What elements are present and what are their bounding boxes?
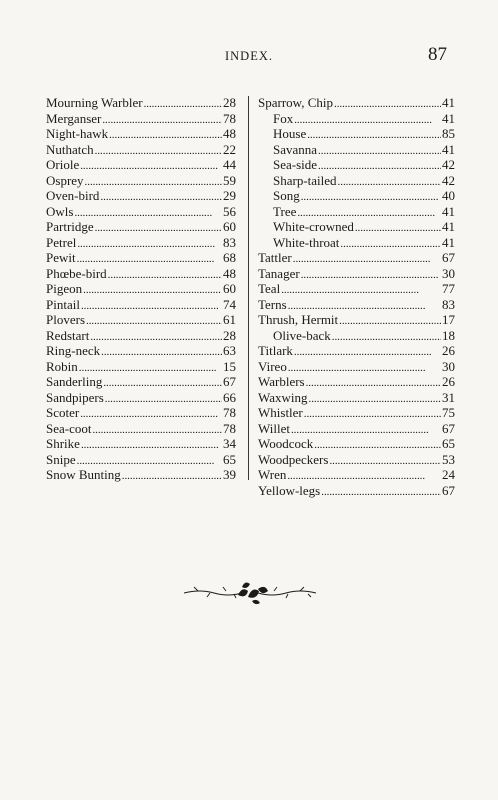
index-entry — [258, 436, 455, 452]
dot-leader — [101, 345, 222, 361]
index-entry — [258, 452, 455, 468]
index-entry — [258, 483, 455, 499]
index-entry-name: Osprey — [46, 172, 84, 188]
index-entry-page: 67 — [223, 374, 236, 389]
index-entry-name: Sanderling — [46, 374, 103, 389]
index-entry-name: Woodcock — [258, 436, 314, 451]
index-entry-page: 67 — [442, 482, 455, 498]
index-entry-page: 34 — [223, 436, 236, 451]
index-entry-page: 85 — [442, 126, 455, 141]
index-entry-name: Titlark — [258, 343, 293, 358]
dot-leader — [314, 438, 441, 454]
index-entry-page: 63 — [223, 343, 236, 358]
dot-leader — [293, 252, 441, 268]
index-entry — [46, 405, 236, 421]
index-entry-name: Pewit — [46, 250, 76, 265]
index-entry — [46, 359, 236, 375]
index-entry — [46, 266, 236, 282]
index-entry-name: Whistler — [258, 405, 303, 420]
index-entry-name: Sea-side — [273, 157, 318, 172]
index-entry-page: 30 — [442, 265, 455, 281]
index-entry-name: Partridge — [46, 219, 94, 234]
index-entry — [258, 421, 455, 437]
index-entry — [258, 312, 455, 328]
index-entry-name: Oriole — [46, 157, 80, 172]
index-entry — [46, 374, 236, 390]
index-entry — [46, 142, 236, 158]
dot-leader — [144, 97, 222, 113]
index-entry — [258, 111, 455, 127]
index-column-left — [46, 95, 236, 483]
dot-leader — [109, 128, 222, 144]
index-entry — [46, 390, 236, 406]
index-entry-name: Warblers — [258, 374, 305, 389]
index-entry-page: 42 — [442, 172, 455, 188]
index-entry-page: 77 — [442, 281, 455, 296]
index-entry-name: Pintail — [46, 296, 80, 312]
dot-leader — [301, 190, 441, 206]
index-entry-page: 78 — [223, 110, 236, 126]
index-entry-name: Song — [273, 188, 300, 203]
index-entry-page: 48 — [223, 126, 236, 141]
index-entry-page: 15 — [223, 358, 236, 374]
index-entry — [258, 390, 455, 406]
dot-leader — [355, 221, 441, 237]
index-entry-page: 41 — [442, 141, 455, 157]
index-entry — [258, 281, 455, 297]
dot-leader — [332, 330, 441, 346]
index-entry-name: Merganser — [46, 110, 102, 126]
index-entry — [258, 204, 455, 220]
index-entry-page: 22 — [223, 141, 236, 157]
index-entry-page: 41 — [442, 234, 455, 250]
index-entry-name: Robin — [46, 358, 78, 374]
index-entry-name: Pigeon — [46, 281, 83, 296]
index-entry-page: 39 — [223, 467, 236, 482]
index-entry-name: Wren — [258, 467, 287, 482]
index-entry-page: 31 — [442, 389, 455, 405]
dot-leader — [291, 423, 441, 439]
index-entry-page: 74 — [223, 296, 236, 312]
dot-leader — [83, 283, 222, 299]
index-entry-page: 67 — [442, 250, 455, 265]
leaf-branch-ornament-icon — [180, 575, 320, 609]
index-entry-name: Scoter — [46, 405, 80, 420]
index-entry-page: 26 — [442, 343, 455, 358]
index-entry-page: 28 — [223, 95, 236, 110]
dot-leader — [306, 376, 441, 392]
index-entry-page: 40 — [442, 188, 455, 203]
index-entry — [258, 95, 455, 111]
index-entry-page: 65 — [442, 436, 455, 451]
index-entry-page: 24 — [442, 467, 455, 482]
dot-leader — [294, 113, 441, 129]
index-entry-page: 68 — [223, 250, 236, 265]
index-entry — [258, 219, 455, 235]
index-entry — [46, 157, 236, 173]
dot-leader — [334, 97, 441, 113]
index-entry — [46, 235, 236, 251]
index-column-right — [258, 95, 455, 498]
index-entry-name: Yellow-legs — [258, 482, 321, 498]
index-entry-name: Plovers — [46, 312, 85, 327]
index-entry-name: Olive-back — [273, 327, 331, 343]
index-entry — [46, 467, 236, 483]
dot-leader — [81, 299, 222, 315]
dot-leader — [80, 407, 222, 423]
index-entry-page: 66 — [223, 389, 236, 405]
index-entry — [46, 421, 236, 437]
index-entry-name: Oven-bird — [46, 188, 100, 203]
index-entry-name: Vireo — [258, 358, 287, 374]
index-entry-page: 30 — [442, 358, 455, 374]
dot-leader — [102, 113, 222, 129]
index-entry — [258, 266, 455, 282]
dot-leader — [339, 314, 441, 330]
index-entry-page: 60 — [223, 219, 236, 234]
dot-leader — [338, 175, 441, 191]
index-entry-page: 29 — [223, 188, 236, 203]
index-entry-page: 44 — [223, 157, 236, 172]
index-entry-page: 41 — [442, 95, 455, 110]
index-entry-page: 60 — [223, 281, 236, 296]
index-entry — [258, 173, 455, 189]
index-entry — [258, 467, 455, 483]
index-entry — [46, 173, 236, 189]
index-entry-page: 61 — [223, 312, 236, 327]
index-entry-name: Terns — [258, 296, 287, 312]
index-entry-name: Savanna — [273, 141, 318, 157]
index-entry — [258, 297, 455, 313]
index-entry-name: Redstart — [46, 327, 90, 343]
page-number: 87 — [428, 44, 447, 65]
index-entry-page: 56 — [223, 203, 236, 219]
index-entry-name: Sandpipers — [46, 389, 104, 405]
index-entry-page: 75 — [442, 405, 455, 420]
index-entry-page: 41 — [442, 203, 455, 219]
dot-leader — [86, 314, 222, 330]
index-entry-name: White-throat — [273, 234, 340, 250]
index-entry-name: Thrush, Hermit — [258, 312, 339, 327]
index-entry — [258, 250, 455, 266]
index-entry — [46, 436, 236, 452]
index-entry — [46, 111, 236, 127]
dot-leader — [90, 330, 222, 346]
dot-leader — [122, 469, 222, 485]
index-entry-page: 78 — [223, 405, 236, 420]
index-entry — [46, 95, 236, 111]
dot-leader — [80, 159, 222, 175]
index-entry-name: Willet — [258, 420, 290, 436]
index-entry-name: Fox — [273, 110, 294, 126]
dot-leader — [81, 438, 222, 454]
index-entry — [46, 204, 236, 220]
dot-leader — [307, 128, 441, 144]
page-title: INDEX. — [224, 49, 273, 63]
index-entry-page: 53 — [442, 451, 455, 467]
index-entry-name: Waxwing — [258, 389, 308, 405]
index-entry-name: Nuthatch — [46, 141, 94, 157]
index-entry — [46, 188, 236, 204]
dot-leader — [281, 283, 441, 299]
dot-leader — [108, 268, 222, 284]
index-entry-page: 18 — [442, 327, 455, 343]
index-entry-name: Snipe — [46, 451, 76, 467]
index-entry — [46, 281, 236, 297]
index-entry-page: 59 — [223, 172, 236, 188]
index-entry-page: 26 — [442, 374, 455, 389]
dot-leader — [288, 361, 441, 377]
dot-leader — [301, 268, 441, 284]
dot-leader — [309, 392, 442, 408]
index-entry-name: Phœbe-bird — [46, 265, 107, 281]
index-entry-name: Tree — [273, 203, 297, 219]
index-entry-page: 65 — [223, 451, 236, 467]
index-entry-name: Tanager — [258, 265, 300, 281]
index-entry-page: 83 — [223, 234, 236, 250]
index-entry-name: Teal — [258, 281, 281, 296]
index-entry — [258, 343, 455, 359]
index-entry — [258, 374, 455, 390]
index-entry — [258, 235, 455, 251]
index-entry-name: Sea-coot — [46, 420, 92, 436]
dot-leader — [321, 485, 441, 501]
index-entry-name: Petrel — [46, 234, 77, 250]
index-entry — [258, 188, 455, 204]
index-entry-name: Woodpeckers — [258, 451, 329, 467]
dot-leader — [74, 206, 222, 222]
index-entry — [46, 312, 236, 328]
column-divider — [248, 96, 249, 480]
index-entry — [46, 328, 236, 344]
index-entry — [258, 328, 455, 344]
index-entry-page: 17 — [442, 312, 455, 327]
index-entry — [46, 297, 236, 313]
index-entry-name: Snow Bunting — [46, 467, 121, 482]
index-entry — [46, 250, 236, 266]
dot-leader — [85, 175, 222, 191]
dot-leader — [100, 190, 222, 206]
dot-leader — [340, 237, 441, 253]
index-entry — [258, 157, 455, 173]
dot-leader — [95, 221, 222, 237]
dot-leader — [318, 144, 441, 160]
dot-leader — [304, 407, 441, 423]
index-entry-name: Sparrow, Chip — [258, 95, 333, 110]
dot-leader — [103, 376, 222, 392]
index-entry — [46, 452, 236, 468]
index-entry — [258, 126, 455, 142]
index-entry — [46, 219, 236, 235]
index-entry — [258, 405, 455, 421]
index-entry-page: 28 — [223, 327, 236, 343]
index-entry-name: Shrike — [46, 436, 80, 451]
index-entry — [258, 142, 455, 158]
index-entry-page: 41 — [442, 110, 455, 126]
index-entry-page: 41 — [442, 219, 455, 234]
index-entry-name: Tattler — [258, 250, 292, 265]
index-entry-page: 67 — [442, 420, 455, 436]
dot-leader — [329, 454, 441, 470]
index-entry-name: Sharp-tailed — [273, 172, 337, 188]
dot-leader — [294, 345, 441, 361]
index-entry-name: Ring-neck — [46, 343, 101, 358]
index-entry-page: 83 — [442, 296, 455, 312]
index-entry-name: Mourning Warbler — [46, 95, 143, 110]
index-entry-name: White-crowned — [273, 219, 354, 234]
dot-leader — [95, 144, 222, 160]
index-entry-page: 42 — [442, 157, 455, 172]
index-entry-page: 48 — [223, 265, 236, 281]
dot-leader — [92, 423, 222, 439]
index-entry-name: Night-hawk — [46, 126, 109, 141]
index-entry-page: 78 — [223, 420, 236, 436]
index-entry — [46, 126, 236, 142]
dot-leader — [105, 392, 222, 408]
dot-leader — [77, 237, 222, 253]
index-entry-name: Owls — [46, 203, 74, 219]
index-entry-name: House — [273, 126, 307, 141]
index-entry — [46, 343, 236, 359]
index-entry — [258, 359, 455, 375]
